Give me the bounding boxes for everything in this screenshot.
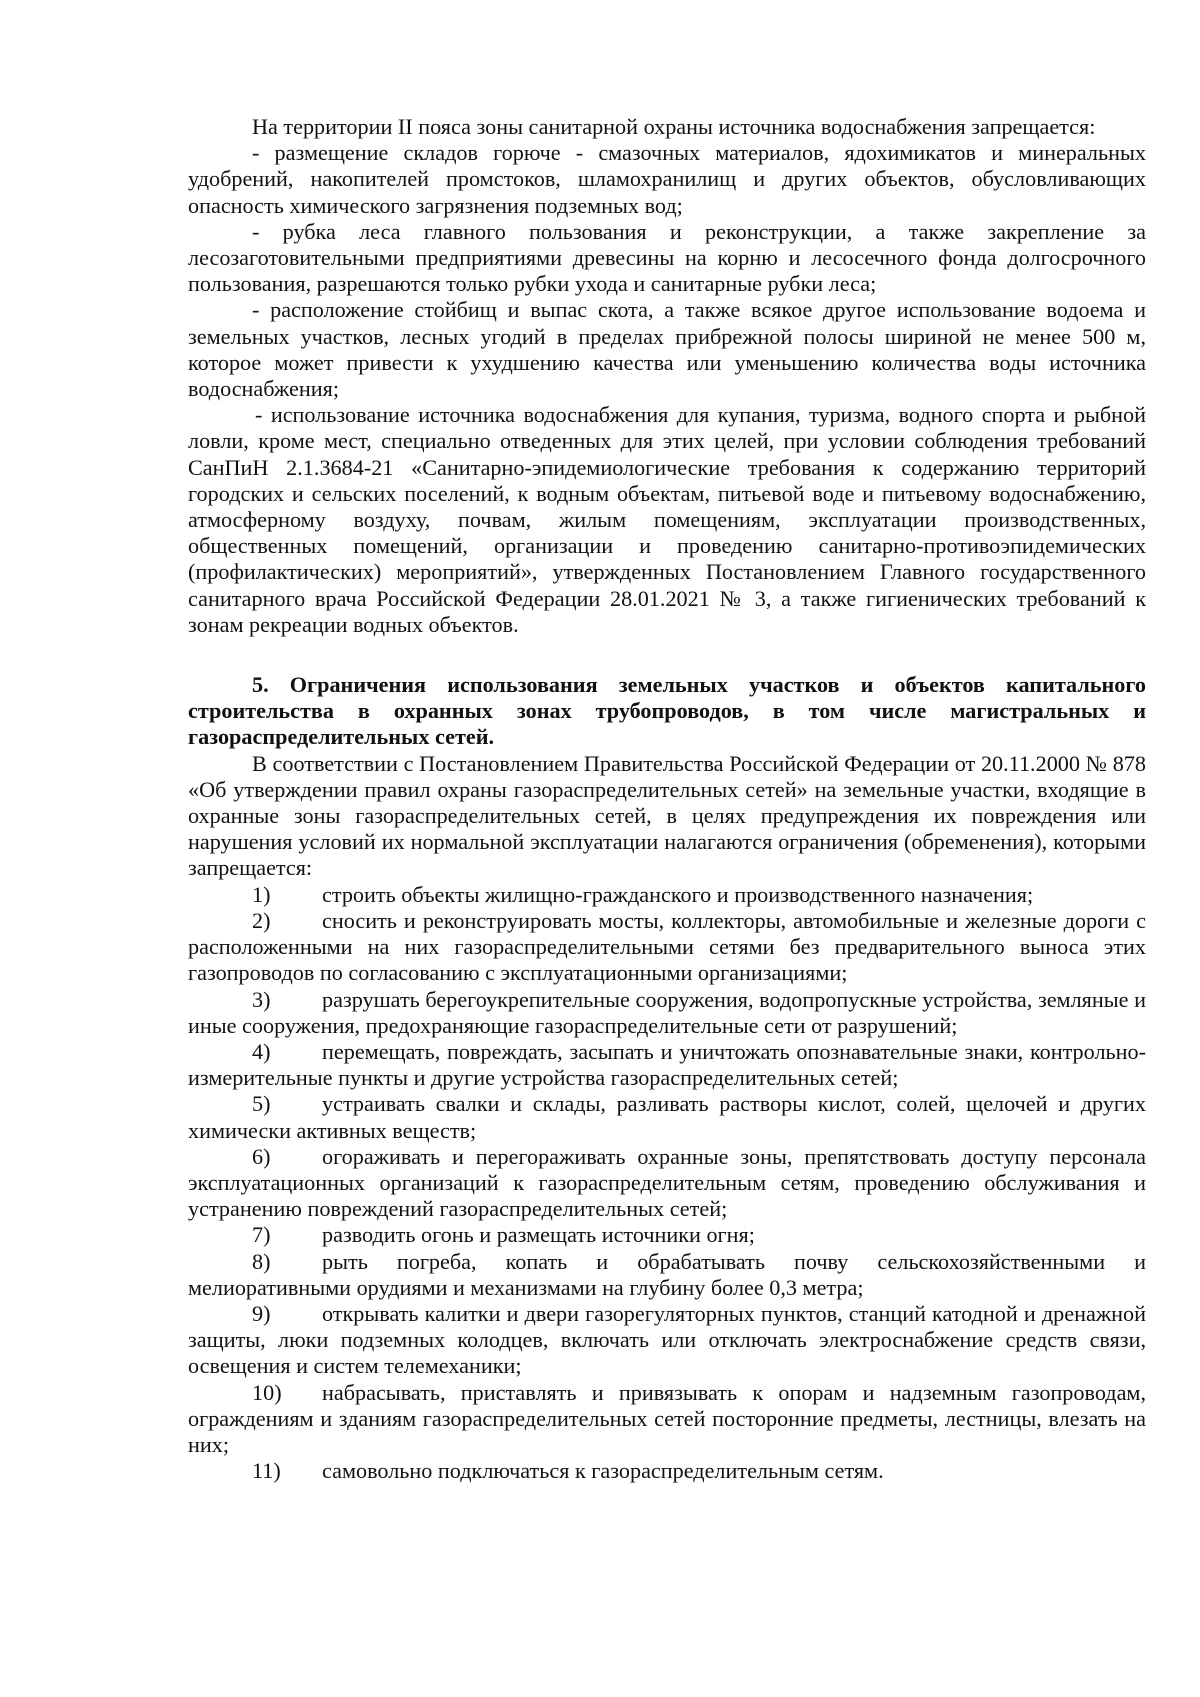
list-item-number: 6): [252, 1143, 271, 1169]
section-5-heading: 5. Ограничения использования земельных участков и объектов капитального строительства в охранных зонах трубопроводов, в том числе магистральных и газораспределительных сетей.: [188, 672, 1146, 750]
zone-bullet-livestock: - расположение стойбищ и выпас скота, а также всякое другое использование водоема и земельных участков, лесных угодий в пределах прибрежной полосы шириной не менее 500 м, которое может привести к ухудшению качества или уменьшению количества воды источника водоснабжения;: [188, 297, 1146, 402]
section-5-intro: В соответствии с Постановлением Правительства Российской Федерации от 20.11.2000 № 878 «Об утверждении правил охраны газораспределительных сетей» на земельные участки, входящие в охранные зоны газораспределительных сетей, в целях предупреждения их повреждения или нарушения условий их нормальной эксплуатации налагаются ограничения (обременения), которыми запрещается:: [188, 750, 1146, 881]
list-item-text: рыть погреба, копать и обрабатывать почву сельскохозяйственными и мелиоративными орудиями и механизмами на глубину более 0,3 метра;: [188, 1248, 1146, 1300]
zone-bullet-logging: - рубка леса главного пользования и реконструкции, а также закрепление за лесозаготовительными предприятиями древесины на корню и лесосечного фонда долгосрочного пользования, разрешаются только рубки ухода и санитарные рубки леса;: [188, 218, 1146, 297]
list-item: [188, 1380, 1146, 1459]
list-item-number: 7): [252, 1222, 271, 1248]
list-item-number: 9): [252, 1300, 271, 1326]
document-page: [188, 114, 1146, 1484]
list-item: [188, 1144, 1146, 1223]
list-item-text: строить объекты жилищно-гражданского и производственного назначения;: [322, 881, 1034, 907]
list-item-number: 1): [252, 881, 271, 907]
list-item-text: устраивать свалки и склады, разливать растворы кислот, солей, щелочей и других химически активных веществ;: [188, 1091, 1146, 1143]
zone-intro-paragraph: На территории II пояса зоны санитарной охраны источника водоснабжения запрещается:: [252, 114, 1096, 139]
list-item: [188, 882, 1146, 908]
list-item-number: 11): [252, 1458, 281, 1484]
list-item-number: 2): [252, 907, 271, 933]
list-item-text: открывать калитки и двери газорегуляторных пунктов, станций катодной и дренажной защиты, люки подземных колодцев, включать или отключать электроснабжение средств связи, освещения и систем телемеханики;: [188, 1300, 1146, 1379]
list-item-number: 5): [252, 1091, 271, 1117]
list-item-text: самовольно подключаться к газораспределительным сетям.: [322, 1458, 884, 1484]
list-item: [188, 1091, 1146, 1143]
list-item-number: 3): [252, 986, 271, 1012]
list-item: [188, 1222, 1146, 1248]
zone-bullet-storage: - размещение складов горюче - смазочных материалов, ядохимикатов и минеральных удобрений, накопителей промстоков, шламохранилищ и других объектов, обусловливающих опасность химического загрязнения подземных вод;: [188, 140, 1146, 218]
list-item: [188, 1249, 1146, 1301]
list-item: [188, 1039, 1146, 1091]
list-item-number: 10): [252, 1379, 282, 1405]
list-item-text: сносить и реконструировать мосты, коллекторы, автомобильные и железные дороги с расположенными на них газораспределительными сетями без предварительного выноса этих газопроводов по согласованию с эксплуатационными организациями;: [188, 907, 1146, 986]
list-item: [188, 1301, 1146, 1380]
list-item-text: разрушать берегоукрепительные сооружения, водопропускные устройства, земляные и иные сооружения, предохраняющие газораспределительные сети от разрушений;: [188, 986, 1146, 1038]
list-item-text: огораживать и перегораживать охранные зоны, препятствовать доступу персонала эксплуатационных организаций к газораспределительным сетям, проведению обслуживания и устранению повреждений газораспределительных сетей;: [188, 1143, 1146, 1222]
section-spacer: [188, 638, 1146, 672]
zone-bullet-recreation: - использование источника водоснабжения для купания, туризма, водного спорта и рыбной ловли, кроме мест, специально отведенных для этих целей, при условии соблюдения требований СанПиН 2.1.3684-21 «Санитарно-эпидемиологические требования к содержанию территорий городских и сельских поселений, к водным объектам, питьевой воде и питьевому водоснабжению, атмосферному воздуху, почвам, жилым помещениям, эксплуатации производственных, общественных помещений, организации и проведению санитарно-противоэпидемических (профилактических) мероприятий», утвержденных Постановлением Главного государственного санитарного врача Российской Федерации 28.01.2021 № 3, а также гигиенических требований к зонам рекреации водных объектов.: [188, 402, 1146, 637]
list-item-text: перемещать, повреждать, засыпать и уничтожать опознавательные знаки, контрольно-измерительные пункты и другие устройства газораспределительных сетей;: [188, 1038, 1146, 1091]
list-item: [188, 908, 1146, 987]
list-item-number: 8): [252, 1248, 271, 1274]
list-item-text: разводить огонь и размещать источники огня;: [322, 1222, 755, 1248]
list-item: [188, 1458, 1146, 1484]
list-item-text: набрасывать, приставлять и привязывать к опорам и надземным газопроводам, ограждениям и зданиям газораспределительных сетей посторонние предметы, лестницы, влезать на них;: [188, 1379, 1146, 1457]
list-item-number: 4): [252, 1038, 271, 1064]
list-item: [188, 987, 1146, 1039]
